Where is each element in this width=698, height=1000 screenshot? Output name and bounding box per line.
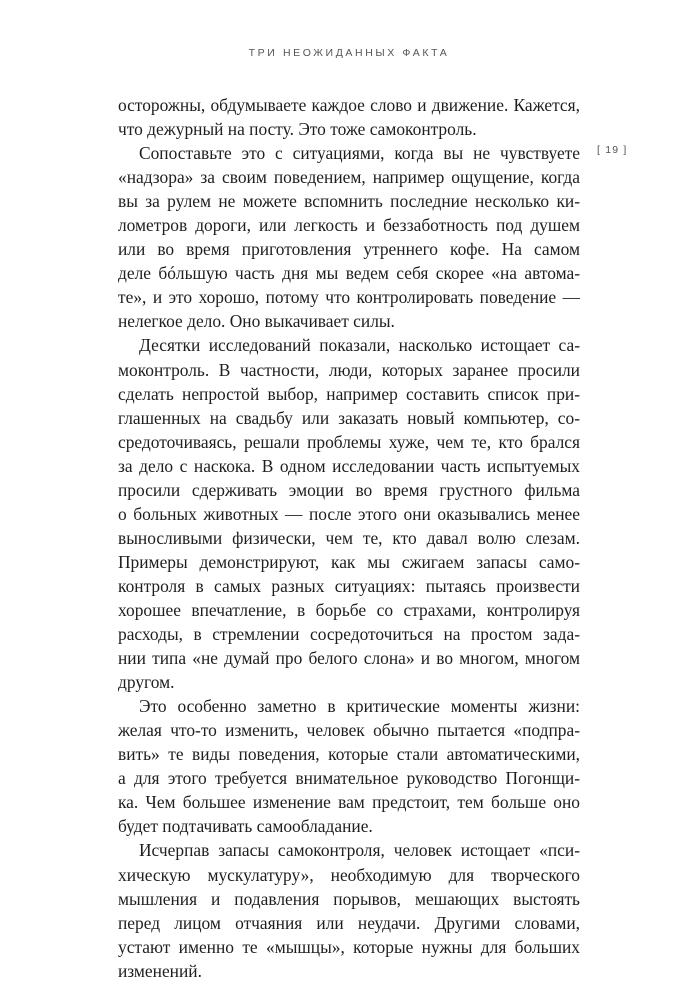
text-line: вить» те виды поведения, которые стали автоматическими, — [118, 744, 580, 765]
text-line: хорошее впечатление, в борьбе со страхами, контролируя — [118, 599, 580, 620]
text-line: изменений. — [118, 960, 202, 981]
text-line: глашенных на свадьбу или заказать новый компьютер, со- — [118, 407, 580, 428]
text-line: Исчерпав запасы самоконтроля, человек истощает «пси- — [139, 840, 580, 861]
text-line: мышления и подавления порывов, мешающих выстоять — [118, 888, 580, 909]
text-line: что дежурный на посту. Это тоже самоконтроль. — [118, 119, 477, 140]
text-line: о больных животных — после этого они оказывались менее — [118, 503, 580, 524]
text-line: те», и это хорошо, потому что контролировать поведение — — [118, 287, 580, 308]
text-line: Это особенно заметно в критические моменты жизни: — [139, 696, 580, 717]
text-line: за дело с наскока. В одном исследовании часть испытуемых — [118, 455, 580, 476]
text-line: ка. Чем большее изменение вам предстоит, тем больше оно — [118, 792, 580, 813]
text-line: расходы, в стремлении сосредоточиться на простом зада- — [118, 624, 580, 645]
text-line: Примеры демонстрируют, как мы сжигаем запасы само- — [118, 551, 580, 572]
text-line: средоточиваясь, решали проблемы хуже, чем те, кто брался — [118, 431, 580, 452]
text-line: просили сдерживать эмоции во время грустного фильма — [118, 479, 580, 500]
text-line: выносливыми физически, чем те, кто давал волю слезам. — [118, 527, 580, 548]
text-line: будет подтачивать самообладание. — [118, 816, 373, 837]
text-line: нии типа «не думай про белого слона» и во многом, многом — [118, 648, 580, 669]
text-line: Сопоставьте это с ситуациями, когда вы не чувствуете — [139, 143, 580, 164]
text-line: моконтроль. В частности, люди, которых заранее просили — [118, 359, 580, 380]
text-line: контроля в самых разных ситуациях: пытаясь произвести — [118, 575, 580, 596]
running-head: ТРИ НЕОЖИДАННЫХ ФАКТА — [248, 47, 450, 59]
text-line: лометров дороги, или легкость и беззаботность под душем — [118, 215, 580, 236]
text-line: нелегкое дело. Оно выкачивает силы. — [118, 311, 395, 332]
text-line: осторожны, обдумываете каждое слово и движение. Кажется, — [118, 95, 580, 115]
text-line: Десятки исследований показали, насколько истощает са- — [139, 335, 580, 356]
text-line: желая что-то изменить, человек обычно пытается «подпра- — [118, 720, 580, 741]
text-line: или во время приготовления утреннего кофе. На самом — [118, 239, 580, 260]
text-line: деле бóльшую часть дня мы ведем себя скорее «на автома- — [118, 263, 580, 284]
text-line: «надзора» за своим поведением, например ощущение, когда — [118, 167, 580, 188]
page-number: [ 19 ] — [597, 144, 628, 156]
text-line: а для этого требуется внимательное руководство Погонщи- — [118, 768, 580, 789]
text-line: устают именно те «мышцы», которые нужны для больших — [118, 936, 580, 957]
text-line: хическую мускулатуру», необходимую для творческого — [118, 864, 580, 885]
body-text — [118, 93, 580, 983]
text-line: перед лицом отчаяния или неудачи. Другими словами, — [118, 912, 580, 933]
text-line: сделать непростой выбор, например составить список при- — [118, 383, 580, 404]
text-line: другом. — [118, 672, 175, 693]
text-line: вы за рулем не можете вспомнить последние несколько ки- — [118, 191, 580, 212]
